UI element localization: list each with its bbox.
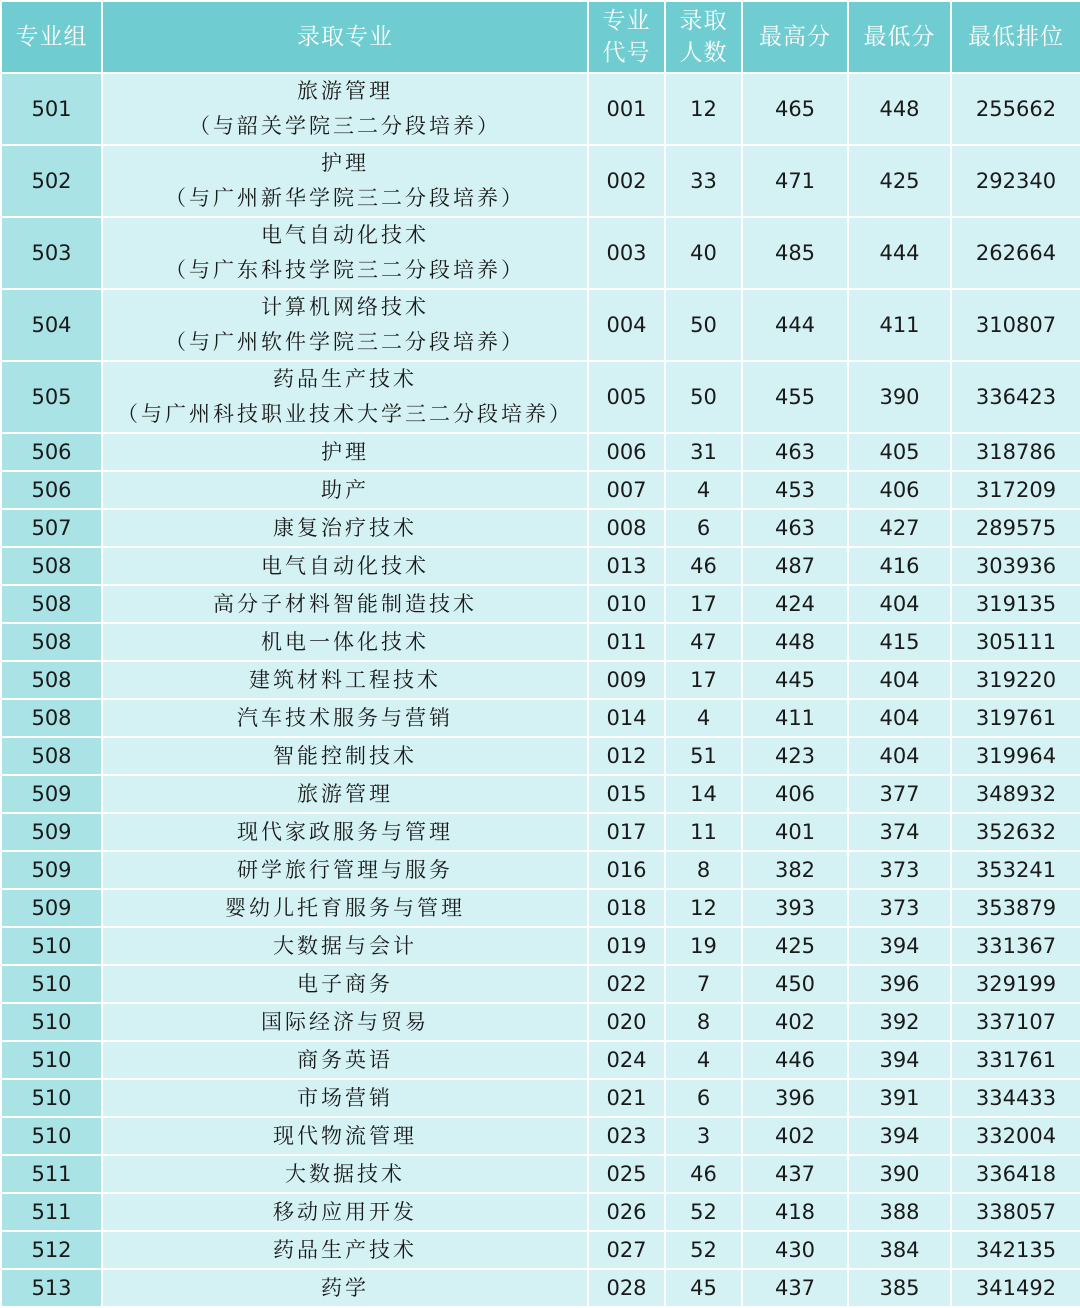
table-row <box>1 433 1080 471</box>
cell-code: 014 <box>588 699 665 737</box>
cell-group: 510 <box>1 965 102 1003</box>
cell-group: 509 <box>1 775 102 813</box>
cell-major <box>102 289 588 361</box>
cell-code: 012 <box>588 737 665 775</box>
cell-count: 31 <box>665 433 742 471</box>
cell-min-score: 390 <box>848 361 951 433</box>
table-row <box>1 699 1080 737</box>
table-row <box>1 965 1080 1003</box>
cell-min-rank: 336418 <box>951 1155 1080 1193</box>
table-row <box>1 73 1080 145</box>
cell-code: 009 <box>588 661 665 699</box>
cell-major <box>102 1155 588 1193</box>
major-name: 研学旅行管理与服务 <box>237 857 453 882</box>
cell-min-score: 385 <box>848 1269 951 1307</box>
table-row <box>1 361 1080 433</box>
cell-min-score: 388 <box>848 1193 951 1231</box>
table-row <box>1 585 1080 623</box>
cell-min-rank: 319761 <box>951 699 1080 737</box>
cell-group: 501 <box>1 73 102 145</box>
cell-count: 8 <box>665 1003 742 1041</box>
cell-group: 507 <box>1 509 102 547</box>
table-row <box>1 1003 1080 1041</box>
cell-group: 502 <box>1 145 102 217</box>
cell-min-score: 404 <box>848 737 951 775</box>
cell-min-score: 425 <box>848 145 951 217</box>
cell-count: 50 <box>665 289 742 361</box>
header-major: 录取专业 <box>102 1 588 73</box>
cell-max-score: 402 <box>742 1003 848 1041</box>
header-min-score: 最低分 <box>848 1 951 73</box>
cell-min-rank: 338057 <box>951 1193 1080 1231</box>
cell-count: 8 <box>665 851 742 889</box>
table-row <box>1 471 1080 509</box>
header-min-rank: 最低排位 <box>951 1 1080 73</box>
cell-major <box>102 927 588 965</box>
cell-group: 510 <box>1 1003 102 1041</box>
cell-code: 001 <box>588 73 665 145</box>
cell-major <box>102 73 588 145</box>
cell-code: 024 <box>588 1041 665 1079</box>
table-row <box>1 1193 1080 1231</box>
cell-min-score: 416 <box>848 547 951 585</box>
major-note: （与广州软件学院三二分段培养） <box>165 330 525 354</box>
cell-group: 512 <box>1 1231 102 1269</box>
cell-code: 004 <box>588 289 665 361</box>
cell-min-rank: 319220 <box>951 661 1080 699</box>
header-count-line1: 录取 <box>679 8 728 34</box>
header-count-line2: 人数 <box>679 40 728 66</box>
cell-group: 506 <box>1 433 102 471</box>
major-name: 婴幼儿托育服务与管理 <box>225 895 465 920</box>
header-code <box>588 1 665 73</box>
cell-count: 33 <box>665 145 742 217</box>
major-name: 药品生产技术 <box>273 367 417 391</box>
cell-min-score: 390 <box>848 1155 951 1193</box>
major-name: 电子商务 <box>297 971 393 996</box>
major-name: 护理 <box>321 151 369 175</box>
cell-max-score: 471 <box>742 145 848 217</box>
cell-major <box>102 1231 588 1269</box>
cell-max-score: 430 <box>742 1231 848 1269</box>
cell-count: 52 <box>665 1231 742 1269</box>
cell-min-rank: 348932 <box>951 775 1080 813</box>
cell-major <box>102 361 588 433</box>
cell-count: 11 <box>665 813 742 851</box>
cell-max-score: 402 <box>742 1117 848 1155</box>
cell-group: 505 <box>1 361 102 433</box>
cell-code: 019 <box>588 927 665 965</box>
cell-group: 510 <box>1 927 102 965</box>
cell-min-rank: 334433 <box>951 1079 1080 1117</box>
cell-count: 46 <box>665 547 742 585</box>
cell-count: 6 <box>665 509 742 547</box>
major-name: 移动应用开发 <box>273 1199 417 1224</box>
header-group: 专业组 <box>1 1 102 73</box>
major-name: 大数据技术 <box>285 1161 405 1186</box>
cell-count: 51 <box>665 737 742 775</box>
major-note: （与广东科技学院三二分段培养） <box>165 258 525 282</box>
cell-min-score: 373 <box>848 851 951 889</box>
major-note: （与广州新华学院三二分段培养） <box>165 186 525 210</box>
cell-min-rank: 289575 <box>951 509 1080 547</box>
cell-max-score: 425 <box>742 927 848 965</box>
cell-min-score: 396 <box>848 965 951 1003</box>
cell-count: 7 <box>665 965 742 1003</box>
cell-major <box>102 547 588 585</box>
major-name: 市场营销 <box>297 1085 393 1110</box>
cell-max-score: 423 <box>742 737 848 775</box>
cell-min-rank: 331367 <box>951 927 1080 965</box>
table-row <box>1 1117 1080 1155</box>
cell-group: 513 <box>1 1269 102 1307</box>
table-row <box>1 289 1080 361</box>
cell-code: 022 <box>588 965 665 1003</box>
table-row <box>1 661 1080 699</box>
cell-code: 021 <box>588 1079 665 1117</box>
cell-min-score: 384 <box>848 1231 951 1269</box>
major-name: 现代物流管理 <box>273 1123 417 1148</box>
cell-code: 023 <box>588 1117 665 1155</box>
major-name: 机电一体化技术 <box>261 629 429 654</box>
cell-major <box>102 433 588 471</box>
cell-group: 508 <box>1 699 102 737</box>
major-name: 商务英语 <box>297 1047 393 1072</box>
cell-max-score: 424 <box>742 585 848 623</box>
table-row <box>1 1269 1080 1307</box>
cell-major <box>102 585 588 623</box>
cell-min-rank: 337107 <box>951 1003 1080 1041</box>
cell-code: 028 <box>588 1269 665 1307</box>
cell-group: 503 <box>1 217 102 289</box>
cell-major <box>102 965 588 1003</box>
cell-code: 020 <box>588 1003 665 1041</box>
cell-min-rank: 353241 <box>951 851 1080 889</box>
major-name: 建筑材料工程技术 <box>249 667 441 692</box>
cell-code: 007 <box>588 471 665 509</box>
cell-count: 6 <box>665 1079 742 1117</box>
cell-max-score: 382 <box>742 851 848 889</box>
major-name: 助产 <box>321 477 369 502</box>
cell-count: 52 <box>665 1193 742 1231</box>
cell-max-score: 393 <box>742 889 848 927</box>
cell-group: 510 <box>1 1117 102 1155</box>
cell-min-score: 415 <box>848 623 951 661</box>
header-code-line2: 代号 <box>602 40 651 66</box>
cell-code: 025 <box>588 1155 665 1193</box>
cell-max-score: 446 <box>742 1041 848 1079</box>
cell-max-score: 455 <box>742 361 848 433</box>
cell-code: 027 <box>588 1231 665 1269</box>
cell-min-rank: 331761 <box>951 1041 1080 1079</box>
cell-group: 506 <box>1 471 102 509</box>
cell-major <box>102 1003 588 1041</box>
cell-min-score: 373 <box>848 889 951 927</box>
cell-major <box>102 699 588 737</box>
table-row <box>1 623 1080 661</box>
cell-group: 509 <box>1 851 102 889</box>
table-row <box>1 927 1080 965</box>
cell-min-rank: 303936 <box>951 547 1080 585</box>
cell-min-rank: 336423 <box>951 361 1080 433</box>
cell-major <box>102 813 588 851</box>
major-name: 康复治疗技术 <box>273 515 417 540</box>
cell-min-score: 391 <box>848 1079 951 1117</box>
table-row <box>1 737 1080 775</box>
cell-count: 40 <box>665 217 742 289</box>
cell-count: 3 <box>665 1117 742 1155</box>
major-name: 电气自动化技术 <box>261 223 429 247</box>
cell-major <box>102 1193 588 1231</box>
cell-min-score: 392 <box>848 1003 951 1041</box>
cell-code: 010 <box>588 585 665 623</box>
cell-max-score: 485 <box>742 217 848 289</box>
header-row <box>1 1 1080 73</box>
cell-group: 508 <box>1 547 102 585</box>
cell-major <box>102 775 588 813</box>
cell-group: 508 <box>1 737 102 775</box>
cell-major <box>102 509 588 547</box>
cell-max-score: 401 <box>742 813 848 851</box>
major-name: 旅游管理 <box>297 781 393 806</box>
cell-major <box>102 889 588 927</box>
cell-count: 4 <box>665 699 742 737</box>
major-name: 计算机网络技术 <box>261 295 429 319</box>
cell-count: 50 <box>665 361 742 433</box>
cell-count: 4 <box>665 471 742 509</box>
cell-major <box>102 623 588 661</box>
cell-code: 011 <box>588 623 665 661</box>
major-name: 大数据与会计 <box>273 933 417 958</box>
cell-max-score: 411 <box>742 699 848 737</box>
table-row <box>1 775 1080 813</box>
cell-code: 006 <box>588 433 665 471</box>
cell-min-score: 411 <box>848 289 951 361</box>
cell-min-score: 404 <box>848 661 951 699</box>
cell-max-score: 445 <box>742 661 848 699</box>
cell-count: 45 <box>665 1269 742 1307</box>
cell-count: 17 <box>665 661 742 699</box>
cell-min-rank: 318786 <box>951 433 1080 471</box>
table-row <box>1 217 1080 289</box>
header-count <box>665 1 742 73</box>
major-note: （与广州科技职业技术大学三二分段培养） <box>117 402 573 426</box>
major-name: 护理 <box>321 439 369 464</box>
cell-major <box>102 1041 588 1079</box>
cell-code: 005 <box>588 361 665 433</box>
cell-major <box>102 1079 588 1117</box>
table-row <box>1 851 1080 889</box>
cell-min-score: 374 <box>848 813 951 851</box>
cell-max-score: 463 <box>742 433 848 471</box>
cell-max-score: 453 <box>742 471 848 509</box>
table-row <box>1 1155 1080 1193</box>
cell-max-score: 487 <box>742 547 848 585</box>
cell-min-rank: 305111 <box>951 623 1080 661</box>
cell-group: 504 <box>1 289 102 361</box>
cell-count: 12 <box>665 889 742 927</box>
cell-max-score: 463 <box>742 509 848 547</box>
cell-max-score: 396 <box>742 1079 848 1117</box>
cell-group: 511 <box>1 1155 102 1193</box>
cell-min-rank: 329199 <box>951 965 1080 1003</box>
major-note: （与韶关学院三二分段培养） <box>189 114 501 138</box>
major-name: 药学 <box>321 1275 369 1300</box>
cell-min-rank: 319964 <box>951 737 1080 775</box>
cell-max-score: 418 <box>742 1193 848 1231</box>
major-name: 电气自动化技术 <box>261 553 429 578</box>
cell-count: 4 <box>665 1041 742 1079</box>
cell-min-score: 377 <box>848 775 951 813</box>
cell-major <box>102 217 588 289</box>
cell-max-score: 448 <box>742 623 848 661</box>
header-max-score: 最高分 <box>742 1 848 73</box>
cell-major <box>102 1269 588 1307</box>
cell-max-score: 406 <box>742 775 848 813</box>
cell-code: 013 <box>588 547 665 585</box>
cell-min-rank: 292340 <box>951 145 1080 217</box>
cell-code: 008 <box>588 509 665 547</box>
cell-major <box>102 1117 588 1155</box>
table-row <box>1 1079 1080 1117</box>
cell-min-score: 394 <box>848 927 951 965</box>
cell-count: 19 <box>665 927 742 965</box>
cell-max-score: 437 <box>742 1155 848 1193</box>
cell-min-score: 404 <box>848 699 951 737</box>
cell-count: 47 <box>665 623 742 661</box>
cell-min-score: 444 <box>848 217 951 289</box>
cell-min-rank: 319135 <box>951 585 1080 623</box>
cell-min-score: 394 <box>848 1041 951 1079</box>
table-row <box>1 145 1080 217</box>
cell-count: 12 <box>665 73 742 145</box>
cell-group: 508 <box>1 661 102 699</box>
cell-min-rank: 255662 <box>951 73 1080 145</box>
cell-min-rank: 262664 <box>951 217 1080 289</box>
cell-min-rank: 353879 <box>951 889 1080 927</box>
cell-code: 026 <box>588 1193 665 1231</box>
cell-min-rank: 317209 <box>951 471 1080 509</box>
cell-min-score: 406 <box>848 471 951 509</box>
cell-code: 017 <box>588 813 665 851</box>
cell-code: 016 <box>588 851 665 889</box>
cell-group: 510 <box>1 1041 102 1079</box>
cell-count: 14 <box>665 775 742 813</box>
header-code-line1: 专业 <box>602 8 651 34</box>
table-row <box>1 1231 1080 1269</box>
cell-major <box>102 471 588 509</box>
cell-major <box>102 851 588 889</box>
major-name: 智能控制技术 <box>273 743 417 768</box>
cell-code: 018 <box>588 889 665 927</box>
cell-group: 508 <box>1 585 102 623</box>
cell-min-score: 404 <box>848 585 951 623</box>
cell-count: 17 <box>665 585 742 623</box>
cell-major <box>102 661 588 699</box>
table-row <box>1 813 1080 851</box>
cell-max-score: 437 <box>742 1269 848 1307</box>
cell-major <box>102 737 588 775</box>
cell-min-score: 405 <box>848 433 951 471</box>
cell-min-rank: 342135 <box>951 1231 1080 1269</box>
cell-group: 509 <box>1 889 102 927</box>
major-name: 现代家政服务与管理 <box>237 819 453 844</box>
table-row <box>1 889 1080 927</box>
cell-count: 46 <box>665 1155 742 1193</box>
cell-max-score: 465 <box>742 73 848 145</box>
table-body <box>1 73 1080 1307</box>
table-row <box>1 509 1080 547</box>
cell-min-score: 448 <box>848 73 951 145</box>
major-name: 汽车技术服务与营销 <box>237 705 453 730</box>
cell-code: 003 <box>588 217 665 289</box>
major-name: 高分子材料智能制造技术 <box>213 591 477 616</box>
cell-min-score: 427 <box>848 509 951 547</box>
cell-group: 509 <box>1 813 102 851</box>
major-name: 国际经济与贸易 <box>261 1009 429 1034</box>
cell-major <box>102 145 588 217</box>
cell-min-score: 394 <box>848 1117 951 1155</box>
cell-min-rank: 310807 <box>951 289 1080 361</box>
table-row <box>1 547 1080 585</box>
cell-group: 508 <box>1 623 102 661</box>
cell-min-rank: 341492 <box>951 1269 1080 1307</box>
major-name: 旅游管理 <box>297 79 393 103</box>
cell-min-rank: 332004 <box>951 1117 1080 1155</box>
major-name: 药品生产技术 <box>273 1237 417 1262</box>
cell-max-score: 450 <box>742 965 848 1003</box>
cell-code: 015 <box>588 775 665 813</box>
cell-code: 002 <box>588 145 665 217</box>
cell-group: 511 <box>1 1193 102 1231</box>
cell-max-score: 444 <box>742 289 848 361</box>
cell-group: 510 <box>1 1079 102 1117</box>
cell-min-rank: 352632 <box>951 813 1080 851</box>
table-row <box>1 1041 1080 1079</box>
